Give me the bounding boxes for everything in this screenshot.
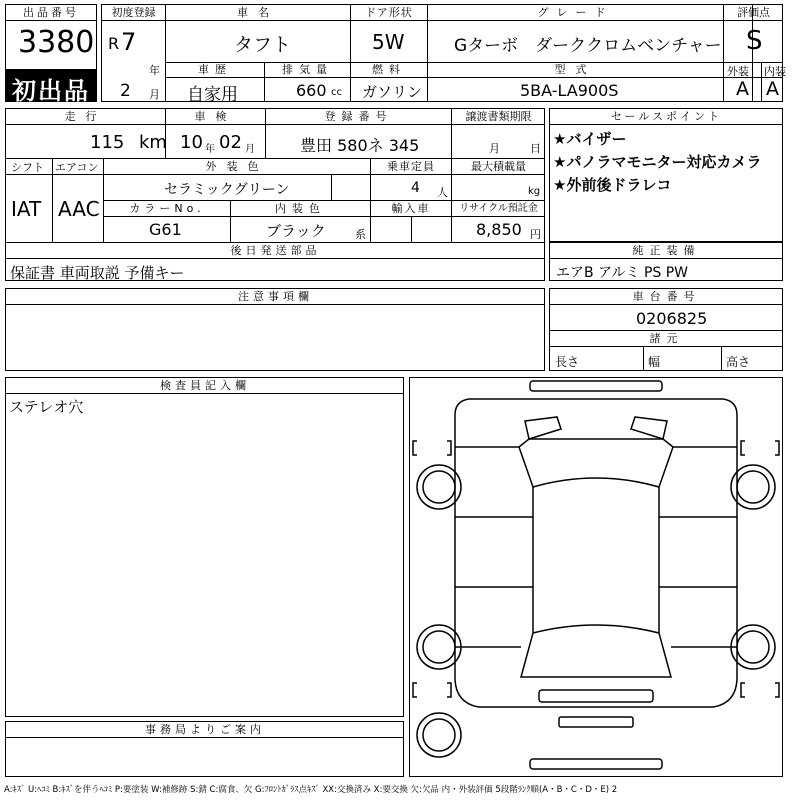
office-label: 事務局よりご案内 [145,723,265,736]
first-reg-label: 初度登録 [111,6,156,19]
sales-point-3: ★外前後ドラレコ [553,176,672,194]
transfer-day-unit: 日 [530,142,541,155]
max-load-unit: kg [528,186,541,197]
inspection-month-unit: 月 [245,144,255,155]
score-value: S [746,26,763,56]
displacement-label: 排気量 [282,63,333,76]
score-ext-label: 外装 [727,65,749,78]
shift-label: シフト [11,161,44,174]
car-name-value: タフト [234,34,292,56]
equipment-value: エアB アルミ PS PW [556,265,689,281]
transfer-month-unit: 月 [489,142,500,155]
sales-point-1: ★バイザー [553,130,627,148]
inspection-year-unit: 年 [205,144,215,155]
recycle-value: 8,850 [476,220,522,239]
score-label: 評価点 [737,6,770,19]
history-label: 車歴 [198,63,232,76]
model-code-label: 型式 [554,63,597,76]
legend-text: A:ｷｽﾞ U:ﾍｺﾐ B:ｷｽﾞを伴うﾍｺﾐ P:要塗装 W:補修跡 S:錆 C:腐食、欠 G:ﾌﾛﾝﾄｶﾞﾗｽ点ｷｽﾞ XX:交換済み X:要交換 欠:欠品 内・外装評価 5段階ﾗﾝｸ順(A・B・C・D・E) 2 [4,785,618,795]
sales-points-label: セールスポイント [610,110,722,123]
capacity-label: 乗車定員 [387,160,435,173]
shift-value: IAT [11,197,42,221]
lot-number: 3380 [18,25,95,60]
notes-label: 注意事項欄 [238,290,313,303]
first-listing-text: 初出品 [12,77,90,105]
door-label: ドア形状 [365,6,413,19]
inspector-label: 検査員記入欄 [160,379,250,392]
specs-label: 諸元 [649,332,684,345]
later-parts-label: 後日発送部品 [230,244,321,257]
transfer-label: 譲渡書類期限 [465,110,532,123]
chassis-label: 車台番号 [632,290,701,303]
specs-height: 高さ [726,355,751,369]
inspector-block [5,377,404,717]
reg-no-value: 豊田 580ネ 345 [300,136,420,155]
grade-label: グレード [537,6,614,19]
car-diagram [409,377,783,777]
int-color-suffix: 系 [355,228,366,241]
max-load-label: 最大積載量 [471,160,526,173]
ext-color-label: 外装色 [205,160,269,173]
displacement-unit: cc [331,87,342,98]
first-reg-year-unit: 年 [149,64,160,77]
first-reg-year: 7 [121,28,137,56]
capacity-unit: 人 [437,186,448,199]
first-reg-month: 2 [120,81,131,101]
inspector-note: ステレオ穴 [9,398,84,416]
equipment-label: 純正装備 [632,244,701,257]
fuel-label: 燃料 [372,63,406,76]
inspection-month: 02 [219,132,242,153]
int-color-label: 内装色 [275,202,326,215]
score-int-label: 内装 [764,65,786,78]
color-no-label: カラーNo. [129,202,205,215]
car-name-label: 車名 [237,6,279,19]
color-no-value: G61 [149,220,182,239]
fuel-value: ガソリン [362,83,423,101]
mileage-unit: km [139,132,167,153]
sales-point-2: ★パノラマモニター対応カメラ [553,153,762,171]
lot-label: 出品番号 [6,5,96,21]
mileage-value: 115 [90,132,125,153]
lot-box [5,4,97,105]
int-color-value: ブラック [266,222,326,240]
score-ext-value: A [736,78,749,100]
recycle-unit: 円 [530,228,541,241]
mileage-label: 走行 [64,110,107,123]
score-int-value: A [766,78,779,100]
ext-color-value: セラミックグリーン [164,182,290,198]
inspection-label: 車検 [194,110,237,123]
specs-width: 幅 [648,355,661,369]
model-code-value: 5BA-LA900S [520,81,619,100]
specs-length: 長さ [555,355,580,369]
first-reg-month-unit: 月 [149,88,160,101]
history-value: 自家用 [187,85,238,105]
chassis-value: 0206825 [636,309,708,328]
first-reg-era: R [108,34,120,53]
door-value: 5W [372,30,405,54]
reg-no-label: 登録番号 [324,110,393,123]
displacement-value: 660 [296,81,327,100]
capacity-value: 4 [411,180,420,196]
aircon-label: エアコン [55,161,99,174]
recycle-label: リサイクル預託金 [459,203,538,214]
later-parts-value: 保証書 車両取説 予備キー [10,264,185,282]
inspection-year: 10 [180,132,203,153]
grade-value: Gターボ ダーククロムベンチャー [454,36,722,56]
import-label: 輸入車 [391,202,431,215]
aircon-value: AAC [58,197,100,221]
